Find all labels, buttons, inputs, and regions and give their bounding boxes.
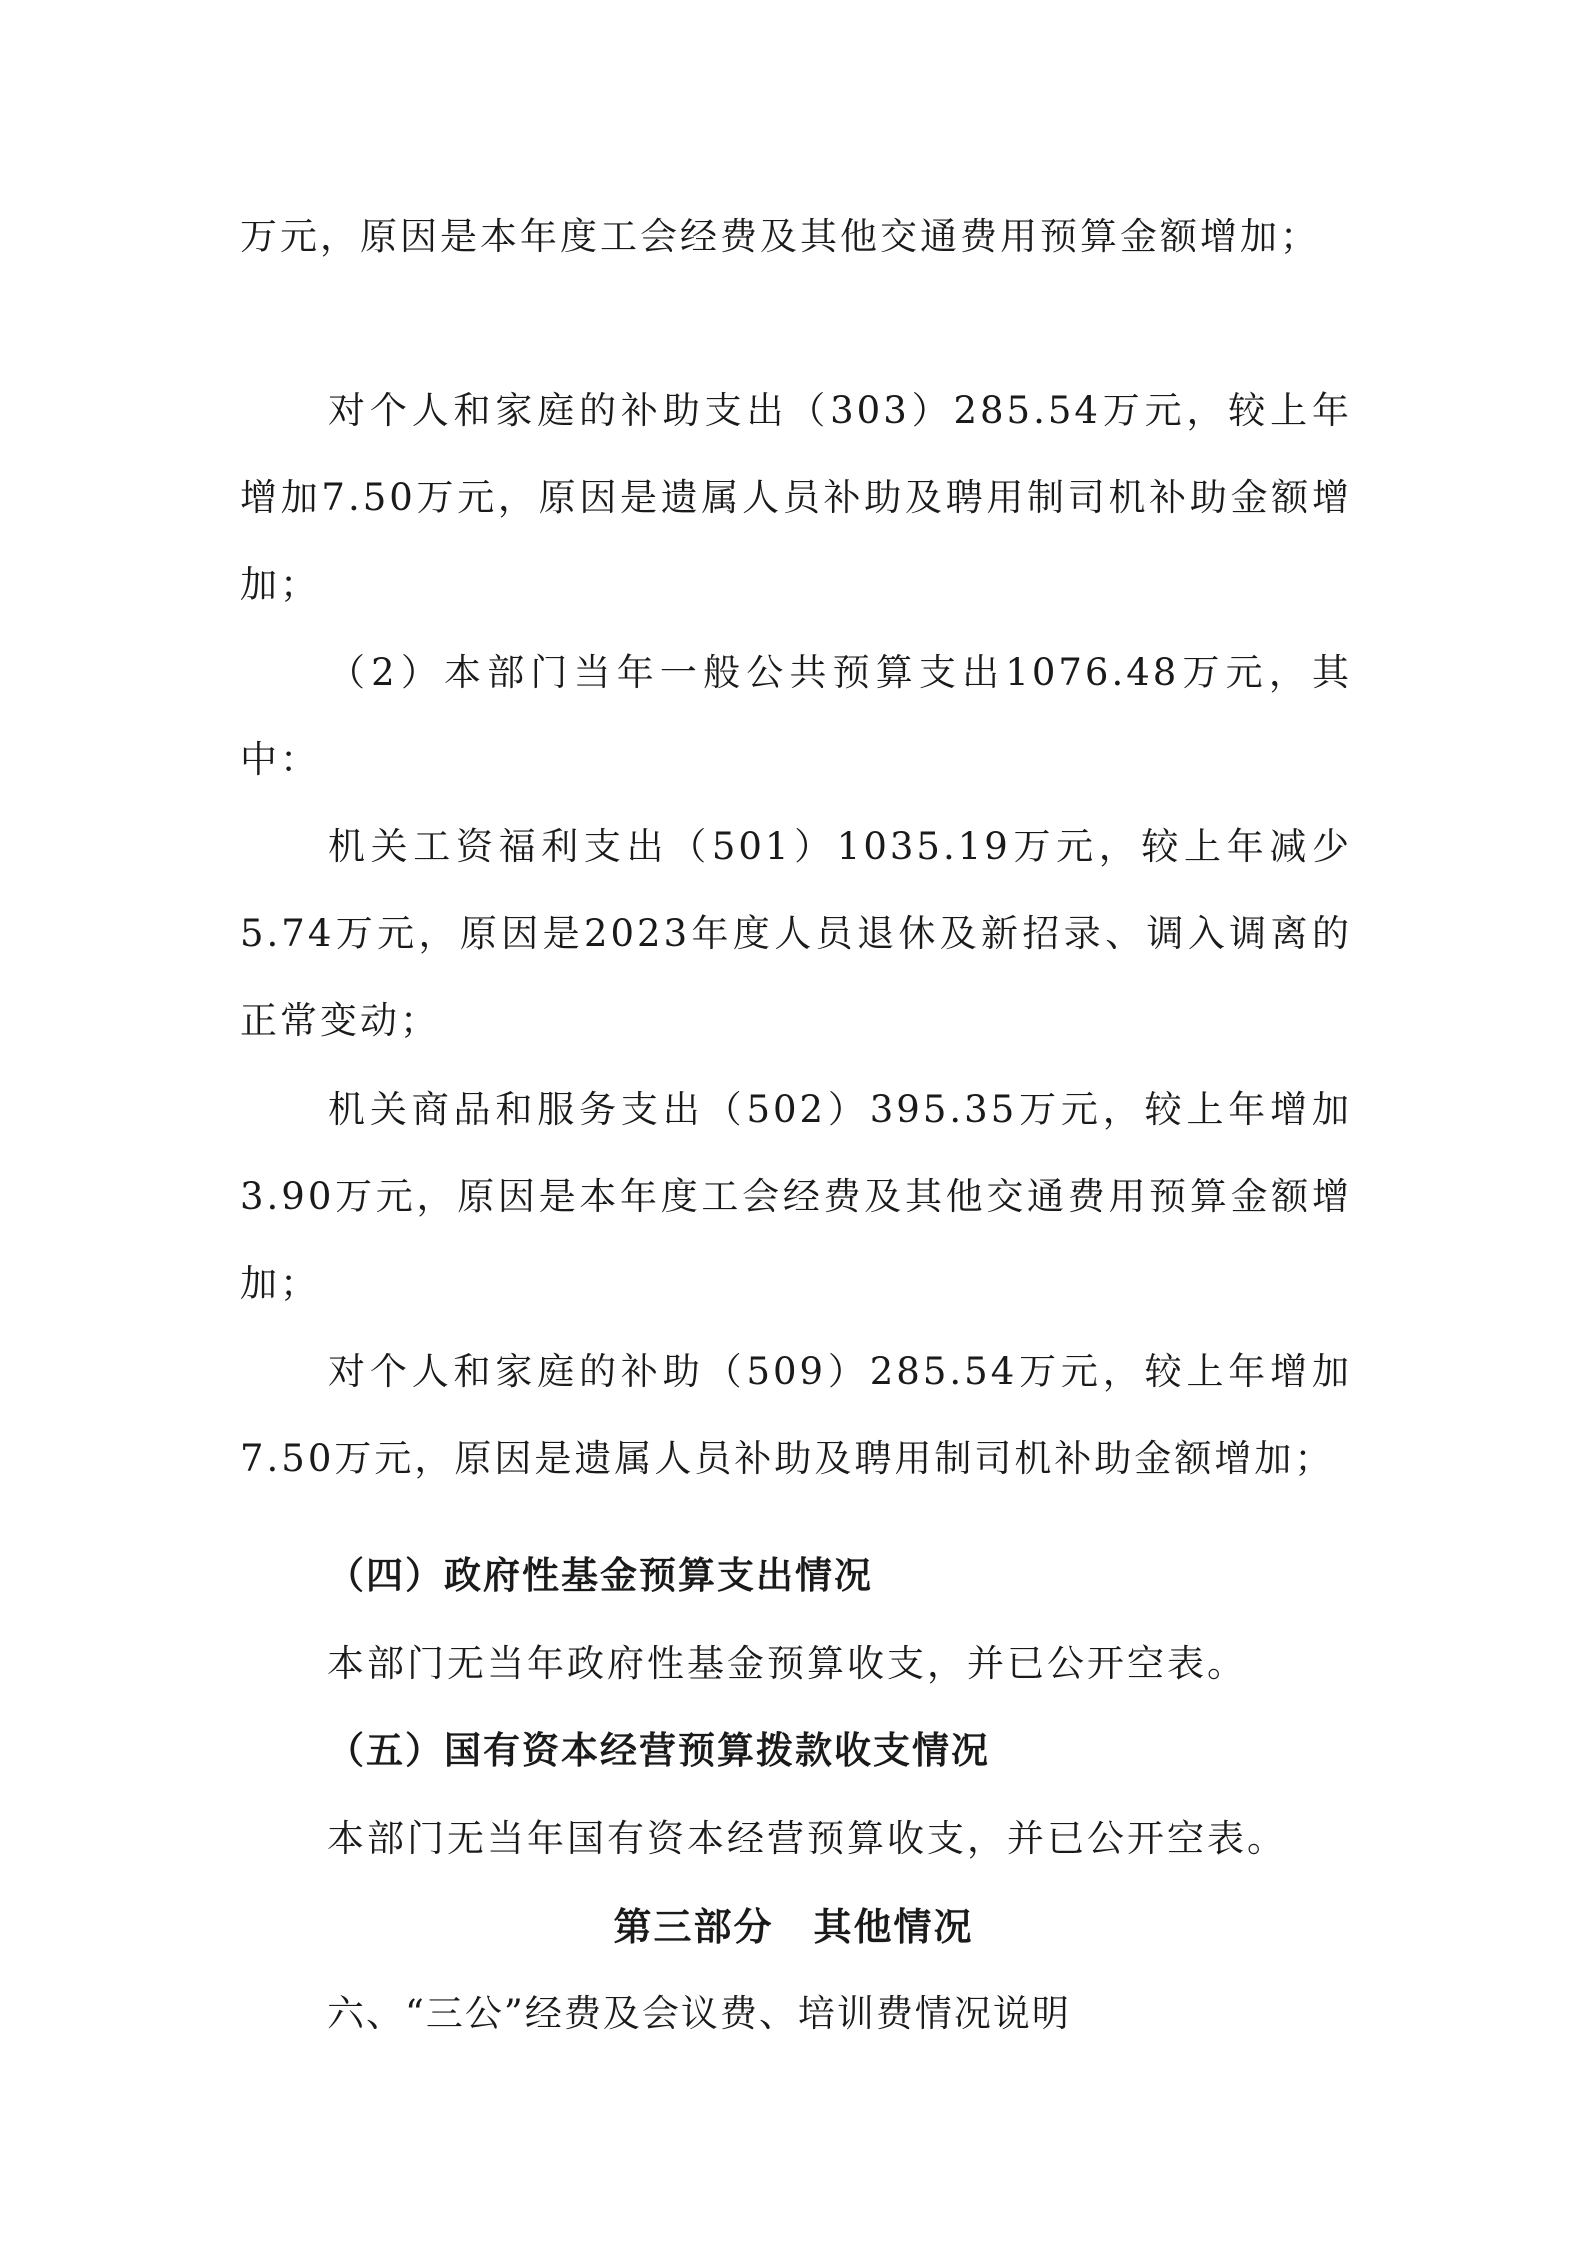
- paragraph-salary-welfare-501: 机关工资福利支出（501）1035.19万元，较上年减少5.74万元，原因是2023年度人员退休及新招录、调入调离的正常变动；: [240, 825, 1352, 1042]
- section-heading-government-fund: （四）政府性基金预算支出情况: [327, 1554, 873, 1597]
- paragraph-household-subsidy-303: 对个人和家庭的补助支出（303）285.54万元，较上年增加7.50万元，原因是遗属人员补助及聘用制司机补助金额增加；: [240, 389, 1352, 606]
- item-six-heading: 六、“三公”经费及会议费、培训费情况说明: [327, 1992, 1071, 2035]
- paragraph-goods-services-502: 机关商品和服务支出（502）395.35万元，较上年增加3.90万元，原因是本年度工会经费及其他交通费用预算金额增加；: [240, 1088, 1352, 1305]
- paragraph-household-subsidy-509: 对个人和家庭的补助（509）285.54万元，较上年增加7.50万元，原因是遗属人员补助及聘用制司机补助金额增加；: [240, 1350, 1352, 1480]
- government-fund-statement: 本部门无当年政府性基金预算收支，并已公开空表。: [327, 1642, 1247, 1685]
- part-three-title: 第三部分 其他情况: [613, 1905, 974, 1949]
- state-capital-statement: 本部门无当年国有资本经营预算收支，并已公开空表。: [327, 1817, 1287, 1860]
- paragraph-continuation: 万元，原因是本年度工会经费及其他交通费用预算金额增加；: [240, 215, 1320, 258]
- section-heading-state-capital: （五）国有资本经营预算拨款收支情况: [327, 1729, 990, 1772]
- paragraph-general-budget-expenditure: （2）本部门当年一般公共预算支出1076.48万元，其中：: [240, 651, 1352, 781]
